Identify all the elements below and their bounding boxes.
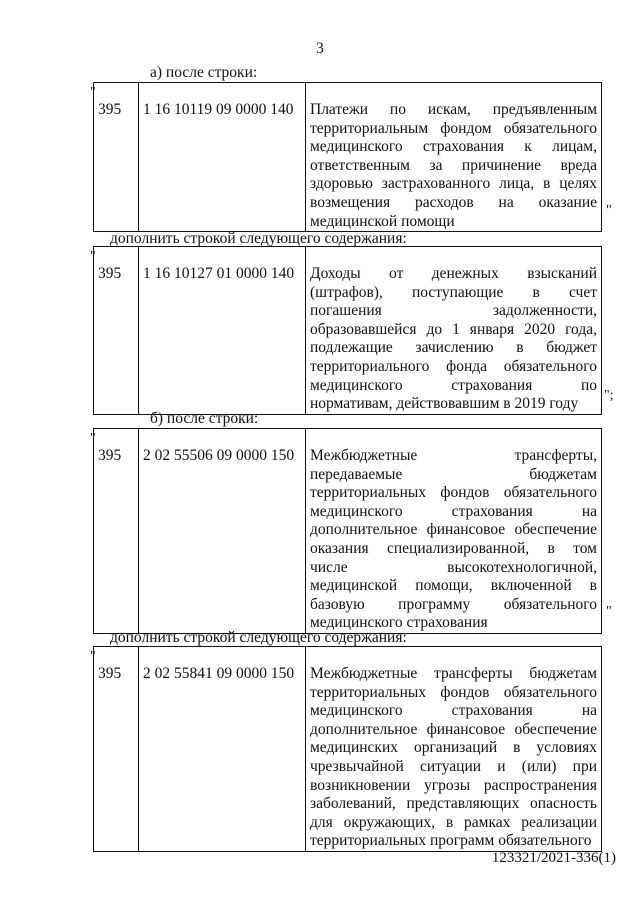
description-line: ответственным за причинение вреда (310, 156, 597, 174)
budget-code-cell: 2 02 55841 09 0000 150 (139, 647, 306, 852)
closing-quote-1: " (606, 203, 612, 218)
opening-quote-1: " (90, 85, 96, 100)
description-line: (штрафов), поступающие в счет (310, 283, 597, 301)
admin-code-cell: 395 (94, 247, 139, 415)
description-line: здоровью застрахованного лица, в целях (310, 175, 597, 193)
closing-quote-semicolon: "; (604, 388, 614, 403)
admin-code-cell: 395 (94, 647, 139, 852)
instruction-after-row-a: а) после строки: (150, 64, 258, 81)
description-line: Платежи по искам, предъявленным (310, 101, 597, 118)
budget-code-cell: 1 16 10127 01 0000 140 (139, 247, 306, 415)
description-line: возмещения расходов на оказание (310, 193, 597, 211)
description-line: дополнительное финансовое обеспечение (310, 720, 597, 738)
admin-code-cell: 395 (94, 429, 139, 634)
description-line: базовую программу обязательного (310, 595, 597, 613)
instruction-add-row-2: дополнить строкой следующего содержания: (110, 629, 407, 646)
opening-quote-2: " (90, 249, 96, 264)
description-line: Межбюджетные трансферты бюджетам (310, 665, 597, 682)
table-row-4 (93, 646, 602, 852)
description-cell (306, 429, 602, 634)
description-line: оказания специализированной, в том (310, 539, 597, 557)
description-line: медицинской помощи (310, 212, 455, 230)
description-line: медицинского страхования на (310, 502, 597, 520)
table-row-3 (93, 428, 602, 634)
budget-code-cell: 2 02 55506 09 0000 150 (139, 429, 306, 634)
description-line: образовавшейся до 1 января 2020 года, (310, 320, 597, 338)
description-line: Доходы от денежных взысканий (310, 265, 597, 282)
description-line: медицинского страхования по (310, 376, 597, 394)
description-line: погашения задолженности, (310, 302, 597, 320)
description-line: числе высокотехнологичной, (310, 558, 597, 576)
description-line: нормативам, действовавшим в 2019 году (310, 395, 579, 413)
description-line: медицинской помощи, включенной в (310, 577, 597, 595)
description-line: для окружающих, в рамках реализации (310, 813, 597, 831)
document-code: 123321/2021-336(1) (491, 850, 616, 866)
description-line: подлежащие зачислению в бюджет (310, 339, 597, 357)
opening-quote-4: " (90, 649, 96, 664)
description-line: возникновении угрозы распространения (310, 776, 597, 794)
description-cell (306, 83, 602, 232)
page-number: 3 (316, 40, 324, 57)
description-line: территориальных фондов обязательного (310, 484, 597, 502)
description-line: медицинского страхования к лицам, (310, 138, 597, 156)
description-line: территориальных программ обязательного (310, 832, 592, 850)
opening-quote-3: " (90, 431, 96, 446)
description-line: медицинского страхования на (310, 702, 597, 720)
admin-code-cell: 395 (94, 83, 139, 232)
description-line: медицинских организаций в условиях (310, 739, 597, 757)
budget-code-cell: 1 16 10119 09 0000 140 (139, 83, 306, 232)
table-row-2 (93, 246, 602, 415)
description-line: Межбюджетные трансферты, (310, 447, 597, 464)
description-cell (306, 647, 602, 852)
description-line: медицинского страхования (310, 614, 488, 632)
description-line: дополнительное финансовое обеспечение (310, 521, 597, 539)
table-row-1 (93, 82, 602, 232)
description-line: территориальных фондов обязательного (310, 683, 597, 701)
instruction-add-row-1: дополнить строкой следующего содержания: (110, 230, 407, 247)
description-line: территориальным фондом обязательного (310, 119, 597, 137)
closing-quote-3: " (606, 604, 612, 619)
description-cell (306, 247, 602, 415)
description-line: заболеваний, представляющих опасность (310, 795, 597, 813)
description-line: чрезвычайной ситуации и (или) при (310, 757, 597, 775)
instruction-after-row-b: б) после строки: (150, 410, 259, 427)
description-line: территориального фонда обязательного (310, 357, 597, 375)
description-line: передаваемые бюджетам (310, 465, 597, 483)
